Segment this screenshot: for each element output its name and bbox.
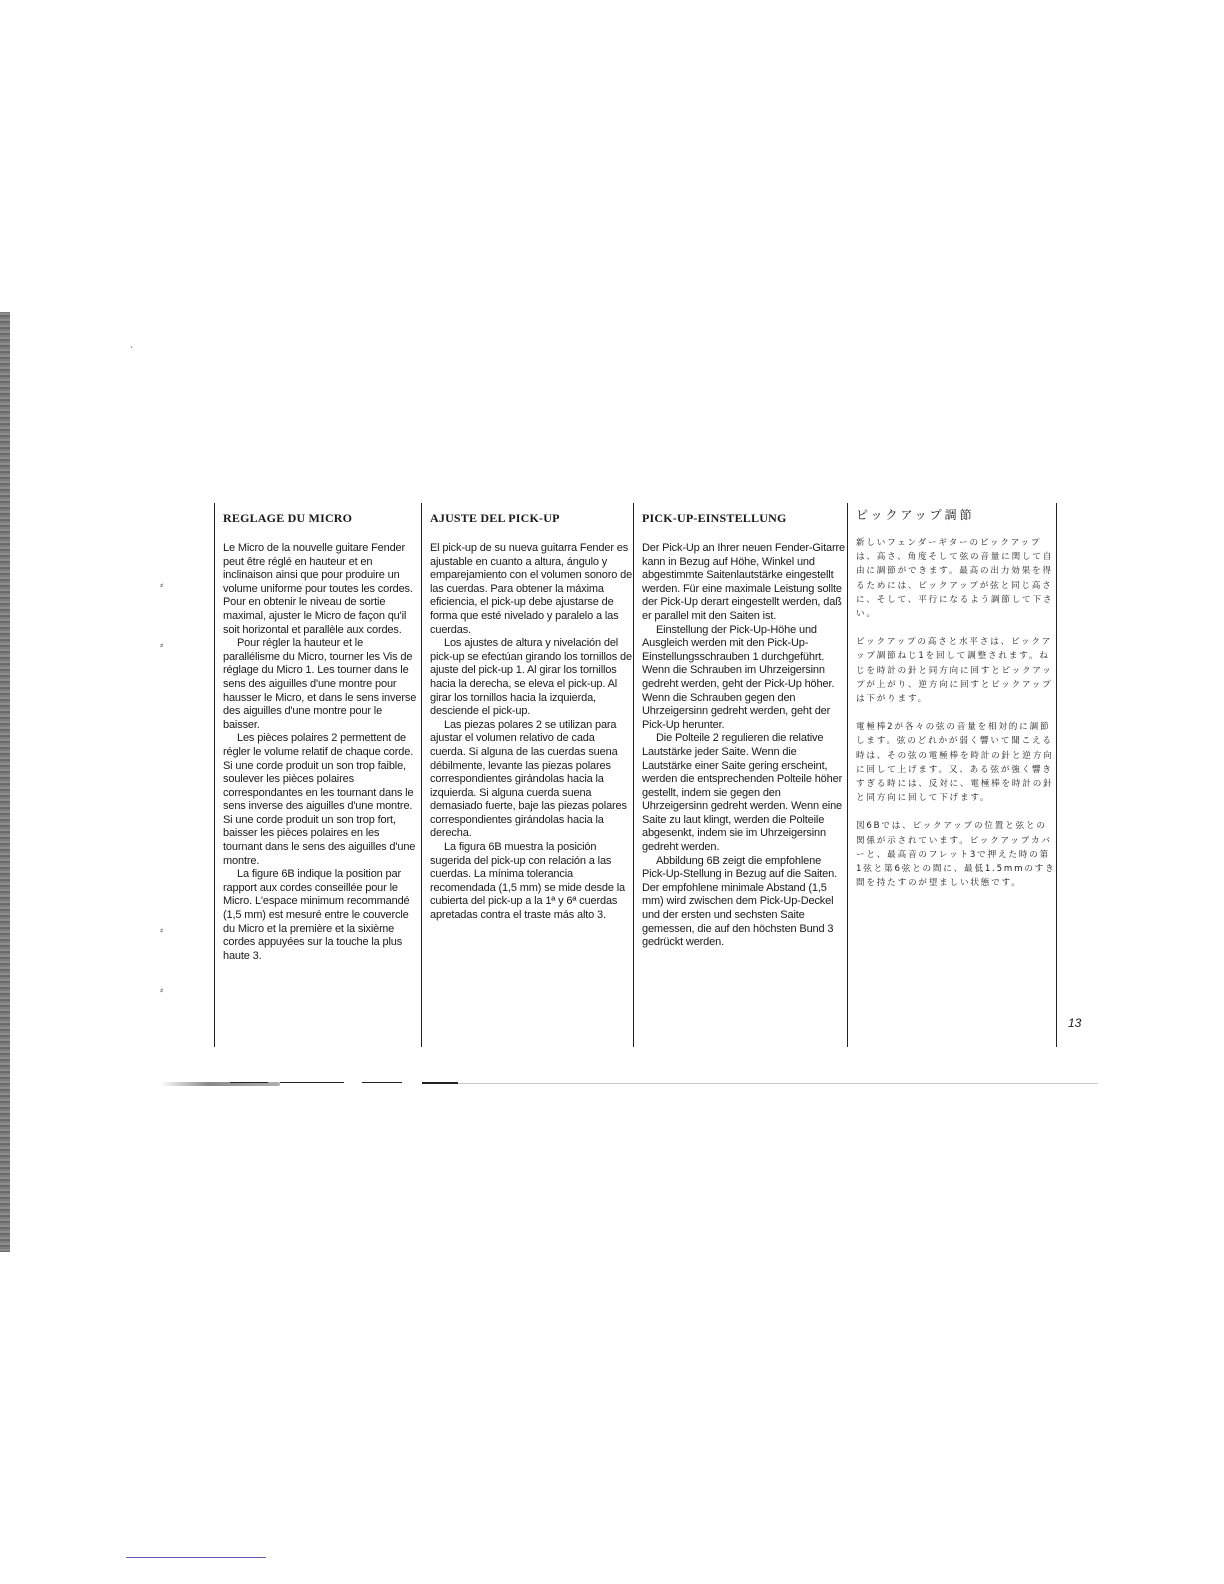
paragraph: Einstellung der Pick-Up-Höhe und Ausgleich werden mit den Pick-Up-Einstellungsschrauben 1 durchgeführt. Wenn die Schrauben im Uhrzeigersinn gedreht werden, geht der Pick-Up höher. Wenn die Schrauben gegen den Uhrzeigersinn gedreht werden, geht der Pick-Up herunter. [642, 623, 835, 731]
paragraph: 電極棒2が各々の弦の音量を相対的に調節します。弦のどれかが弱く響いて聞こえる時は、その弦の電極棒を時計の針と逆方向に回して上げます。又、ある弦が強く響きすぎる時には、反対に、電極棒を時計の針と同方向に回して下げます。 [856, 722, 1054, 804]
rule-segment [230, 1082, 268, 1083]
paragraph: El pick-up de su nueva guitarra Fender es ajustable en cuanto a altura, ángulo y emparejamiento con el volumen sonoro de las cuerdas. Para obtener la máxima eficiencia, el pick-up debe ajustarse de forma que esté nivelado y paralelo a las cuerdas. [430, 542, 633, 636]
paragraph: ピックアップの高さと水平さは、ピックアップ調節ねじ1を回して調整されます。ねじを時計の針と同方向に回すとピックアップが上がり、逆方向に回すとピックアップは下がります。 [856, 637, 1053, 705]
scan-speck: ⸗ [160, 580, 164, 591]
paragraph: Die Polteile 2 regulieren die relative Lautstärke jeder Saite. Wenn die Lautstärke einer Saite gering erscheint, werden die entsprechenden Polteile höher gestellt, indem sie gegen den Uhrzeigersinn gedreht werden. Wenn eine Saite zu laut klingt, werden die Polteile abgesenkt, indem sie im Uhrzeigersinn gedreht werden. [642, 732, 843, 854]
column-french [214, 503, 421, 1047]
rule-faint-line [458, 1083, 1098, 1084]
rule-segment [422, 1082, 458, 1084]
paragraph: La figure 6B indique la position par rapport aux cordes conseillée pour le Micro. L'espace minimum recommandé (1,5 mm) est mesuré entre le couvercle du Micro et la première et la sixième cordes appuyées sur la touche la plus haute 3. [223, 868, 410, 962]
scan-speck: ⸗ [160, 925, 164, 936]
manual-page [214, 503, 1064, 1047]
paragraph: 図6Bでは、ピックアップの位置と弦との関係が示されています。ピックアップカバーと、最高音のフレット3で押えた時の第1弦と第6弦との間に、最低1.5mmのすき間を持たすのが望ましい状態です。 [856, 821, 1056, 889]
column-japanese [847, 503, 1057, 1047]
paragraph: Las piezas polares 2 se utilizan para ajustar el volumen relativo de cada cuerda. Si alguna de las cuerdas suena débilmente, levante las piezas polares correspondientes girándolas hacia la izquierda. Si alguna cuerda suena demasiado fuerte, baje las piezas polares correspondientes girándolas hacia la derecha. [430, 718, 627, 840]
paragraph: La figura 6B muestra la posición sugerida del pick-up con relación a las cuerdas. La mínima tolerancia recomendada (1,5 mm) se mide desde la cubierta del pick-up a la 1ª y 6ª cuerdas apretadas contra el traste más alto 3. [430, 841, 625, 922]
bottom-rule [150, 1080, 1110, 1090]
column-title: AJUSTE DEL PICK-UP [430, 511, 560, 525]
page-number: 13 [1068, 1016, 1082, 1030]
rule-segment [362, 1082, 402, 1083]
scan-speck: ⸗ [160, 985, 164, 996]
paragraph: Abbildung 6B zeigt die empfohlene Pick-Up-Stellung in Bezug auf die Saiten. Der empfohlene minimale Abstand (1,5 mm) wird zwischen dem Pick-Up-Deckel und der ersten und sechsten Saite gemessen, die auf den höchsten Bund 3 gedrückt werden. [642, 854, 838, 949]
column-title: PICK-UP-EINSTELLUNG [642, 511, 787, 525]
paragraph: Pour régler la hauteur et le parallélisme du Micro, tourner les Vis de réglage du Micro 1. Les tourner dans le sens des aiguilles d'une montre pour hausser le Micro, et dans le sens inverse des aiguilles d'une montre pour le baisser. [223, 637, 417, 731]
scan-speck: ˋ [130, 346, 134, 357]
rule-segment [280, 1082, 344, 1083]
scan-speck: ⸗ [160, 640, 164, 651]
bottom-scan-line [126, 1557, 266, 1558]
scan-edge-artifact [0, 312, 10, 1252]
paragraph: 新しいフェンダーギターのピックアップは、高さ、角度そして弦の音量に関して自由に調節ができます。最高の出力効果を得るためには、ピックアップが弦と同じ高さに、そして、平行になるよう調節して下さい。 [856, 538, 1054, 620]
column-german [633, 503, 847, 1047]
column-title: REGLAGE DU MICRO [223, 511, 353, 525]
column-title: ピックアップ調節 [856, 508, 975, 522]
paragraph: Der Pick-Up an Ihrer neuen Fender-Gitarre kann in Bezug auf Höhe, Winkel und abgestimmte Saitenlautstärke eingestellt werden. Für eine maximale Leistung sollte der Pick-Up derart eingestellt werden, daß er parallel mit den Saiten ist. [642, 542, 845, 622]
paragraph: Le Micro de la nouvelle guitare Fender peut être réglé en hauteur et en inclinaison ainsi que pour produire un volume uniforme pour toutes les cordes. Pour en obtenir le niveau de sortie maximal, ajuster le Micro de façon qu'il soit horizontal et parallèle aux cordes. [223, 542, 413, 636]
column-spanish [421, 503, 633, 1047]
paragraph: Los ajustes de altura y nivelación del pick-up se efectúan girando los tornillos de ajuste del pick-up 1. Al girar los tornillos hacia la derecha, se eleva el pick-up. Al girar los tornillos hacia la izquierda, desciende el pick-up. [430, 637, 632, 718]
paragraph: Les pièces polaires 2 permettent de régler le volume relatif de chaque corde. Si une corde produit un son trop faible, soulever les pièces polaires correspondantes en les tournant dans le sens inverse des aiguilles d'une montre. Si une corde produit un son trop fort, baisser les pièces polaires en les tournant dans le sens des aiguilles d'une montre. [223, 732, 416, 867]
